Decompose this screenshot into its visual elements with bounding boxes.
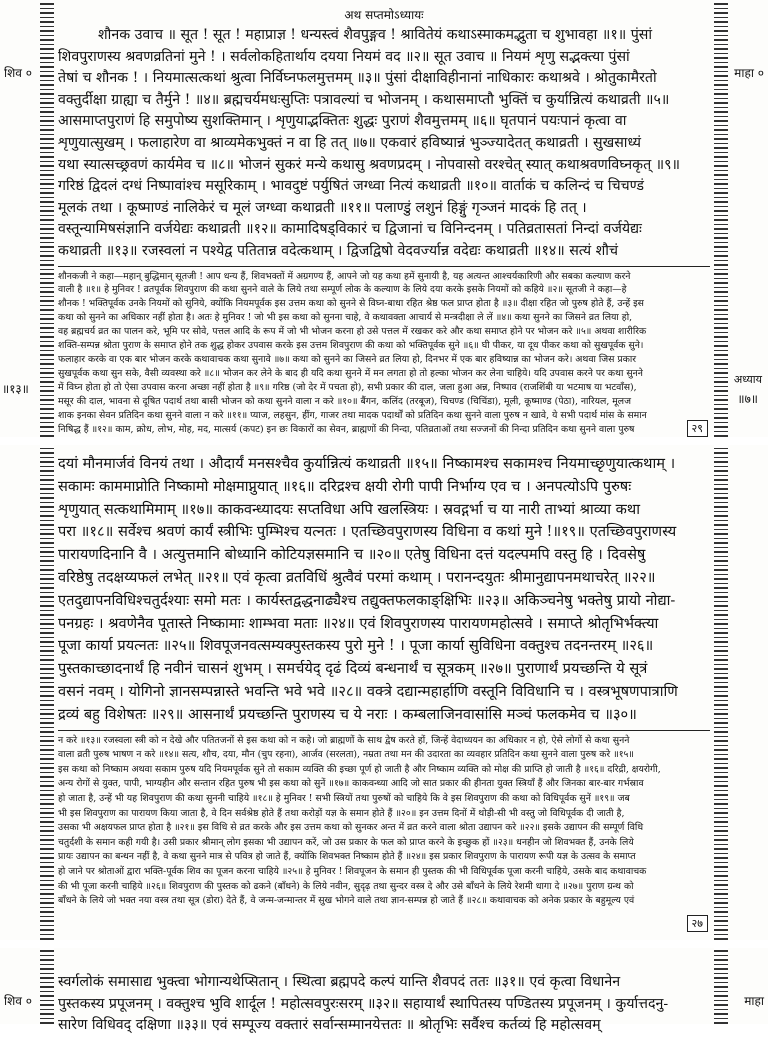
- left-margin-label: शिव ०: [4, 994, 32, 1008]
- translation-line: न करे ॥१३॥ रजस्वला स्त्री को न देखे और पतितजनों से इस कथा को न कहे। जो ब्राह्मणों के साथ द्वेष करते हों, जिन्हें वेदाध्ययन का अधिकार न हो, ऐसे लोगों से कथा सुनने: [58, 734, 630, 746]
- verse-line: परा ॥१८॥ सर्वेश्च श्रवणं कार्यं स्त्रीभिः पुम्भिश्च यत्नतः । एतच्छिवपुराणस्य विधिना व कथां मुने !॥१९॥ एतच्छिवपुराणस्य: [58, 523, 677, 541]
- translation-line: शौनक ! भक्तिपूर्वक उनके नियमों को सुनिये, क्योंकि नियमपूर्वक इस उत्तम कथा को सुनने से विघ्न-बाधा रहित श्रेष्ठ फल प्राप्त होता है ॥३॥ दीक्षा रहित जो पुरुष होते हैं, उन्हें इस: [58, 298, 644, 310]
- verse-line: वक्तुर्दीक्षा ग्राह्या च तैर्मुने ! ॥४॥ ब्रह्मचर्यमधःसुप्तिः पत्रावल्यां च भोजनम् । कथासमाप्तौ भुक्तिं च कुर्यान्नित्यं कथाव्रती ॥५॥: [58, 91, 670, 108]
- sanskrit-verses: [58, 972, 710, 1037]
- verse-line: पनग्रहः । श्रवणेनैव पूतास्ते निष्कामाः शाम्भवा मताः ॥२४॥ एवं शिवपुराणस्य पारायणमहोत्सवे । समाप्ते श्रोतृभिर्भक्त्या: [58, 614, 659, 632]
- translation-line: वाली है ॥१॥ हे मुनिवर ! व्रतपूर्वक शिवपुराण की कथा सुनने वाले के लिये तथा सम्पूर्ण लोक के कल्याण के लिये दया करके इसके नियमों को कहिये ॥२॥ सूतजी ने कहा—हे: [58, 284, 627, 296]
- translation-line: कथा को सुनने का अधिकार नहीं होता है। अतः हे मुनिवर ! जो भी इस कथा को सुनना चाहे, वे कथावक्ता आचार्य से मन्त्रदीक्षा ले लें ॥४॥ कथा सुनने का जिसने व्रत लिया हो,: [58, 312, 633, 324]
- page-number: २९: [687, 420, 708, 437]
- chapter-number: ॥७॥: [737, 392, 758, 406]
- right-border: [714, 445, 728, 940]
- verse-line: तेषां च शौनक ! । नियमात्सत्कथां श्रुत्वा निर्विघ्नफलमुत्तमम् ॥३॥ पुंसां दीक्षाविहीनानां नाधिकारः कथाश्रवे । श्रोतुकामैरतो: [58, 70, 657, 87]
- left-verse-marker: ॥१३॥: [2, 382, 29, 396]
- right-margin-label: माहा: [744, 994, 764, 1008]
- divider: [58, 730, 710, 731]
- verse-line: सारेण विधिवद् दक्षिणा ॥३३॥ एवं सम्पूज्य वक्तारं सर्वान्सम्मानयेत्ततः ॥ श्रोतृभिः सर्वैश्च कर्तव्यं हि महोत्सवम्: [58, 1017, 601, 1034]
- page-number: २७: [687, 915, 708, 932]
- translation-line: चतुर्दशी के समान कही गयी है। उसी प्रकार श्रीमान् लोग इसका भी उद्यापन करें, जो उस प्रकार के फल को प्राप्त करने के इच्छुक हों ॥२३॥ धनहीन जो शिवभक्त हैं, उनके लिये: [58, 836, 634, 848]
- right-border: [714, 948, 728, 1024]
- verse-line: मूलकं तथा । कूष्माण्डं नालिकेरं च मूलं जग्ध्वा कथाव्रती ॥११॥ पलाण्डुं लशुनं हिङ्गुं गृञ्जनं मादकं हि तत् ।: [58, 199, 587, 216]
- hindi-translation: [58, 270, 710, 437]
- verse-line: पूजा कार्या प्रयत्नतः ॥२५॥ शिवपूजनवत्सम्यक्पुस्तकस्य पुरो मुने ! । पूजा कार्या सुविधिना वक्तुश्च तदनन्तरम् ॥२६॥: [58, 637, 654, 655]
- translation-line: शाक इनका सेवन प्रतिदिन कथा सुनने वाला न करे ॥११॥ प्याज, लहसुन, हींग, गाजर तथा मादक पदार्थों को प्रतिदिन कथा सुनने वाला पुरुष न खावे, ये सभी पदार्थ मांस के समान: [58, 409, 647, 421]
- verse-line: एतदुद्यापनविधिश्चतुर्दश्याः समो मतः । कार्यस्तद्वद्धनाढ्यैश्च तद्युक्तफलकाङ्क्षिभिः ॥२३॥ अकिञ्चनेषु भक्तेषु प्रायो नोद्या-: [58, 591, 676, 609]
- translation-line: शौनकजी ने कहा—महान् बुद्धिमान् सूतजी ! आप धन्य हैं, शिवभक्तों में अग्रगण्य हैं, आपने जो यह कथा हमें सुनायी है, यह अत्यन्त आश्चर्यकारिणी और सबका कल्याण करने: [58, 270, 631, 282]
- left-border: [40, 0, 54, 437]
- translation-line: अन्य रोगों से युक्त, पापी, भाग्यहीन और सन्तान रहित पुरुष भी इस कथा को सुनें ॥१७॥ काकवन्ध्या आदि जो सात प्रकार की हीनता युक्त स्त्रियाँ हैं और जिनका बार-बार गर्भस्राव: [58, 778, 644, 790]
- verse-line: वसनं नवम् । योगिनो ज्ञानसम्पन्नास्ते भवन्ति भवे भवे ॥२८॥ वक्त्रे दद्यान्महार्हाणि वस्तूनि विविधानि च । वस्त्रभूषणपात्राणि: [58, 682, 678, 700]
- translation-line: सुखपूर्वक कथा सुन सके, वैसी व्यवस्था करे ॥८॥ भोजन कर लेने के बाद ही यदि कथा सुनने में मन लगता हो तो हल्का भोजन कर लेना चाहिये। यदि उपवास करने पर कथा सुनने: [58, 367, 643, 379]
- translation-line: में विघ्न होता हो तो ऐसा उपवास करना अच्छा नहीं होता है ॥९॥ गरिष्ठ (जो देर में पचता हो), सभी प्रकार की दाल, जला हुआ अन्न, निष्पाव (राजशिंबी या भटमाष या भटवाँस),: [58, 381, 637, 393]
- verse-line: द्रव्यं बहु विशेषतः ॥२९॥ आसनार्थं प्रयच्छन्ति पुराणस्य च ये नराः । कम्बलाजिनवासांसि मञ्चं फलकमेव च ॥३०॥: [58, 705, 637, 723]
- chapter-label: अध्याय: [733, 373, 762, 386]
- verse-line: सकामः काममाप्नोति निष्कामो मोक्षमाप्नुयात् ॥१६॥ दरिद्रश्च क्षयी रोगी पापी निर्भाग्य एव च । अनपत्योऽपि पुरुषः: [58, 477, 632, 495]
- verse-line: पारायणदिनानि वै । अत्युत्तमानि बोध्यानि कोटियज्ञसमानि च ॥२०॥ एतेषु विधिना दत्तं यदल्पमपि वस्तु हि । दिवसेषु: [58, 546, 646, 564]
- left-margin-label: शिव ०: [4, 66, 32, 80]
- left-border: [40, 445, 54, 940]
- verse-line: यथा स्यात्सच्छ्रवणं कार्यमेव च ॥८॥ भोजनं सुकरं मन्ये कथासु श्रवणप्रदम् । नोपवासो वरश्चेत् स्यात् कथाश्रवणविघ्नकृत् ॥९॥: [58, 156, 681, 173]
- translation-line: निषिद्ध हैं ॥१२॥ काम, क्रोध, लोभ, मोह, मद, मात्सर्य (कपट) इन छः विकारों का सेवन, ब्राह्मणों की निन्दा, पतिव्रताओं तथा सज्जनों की निन्दा प्रतिदिन कथा सुनने वाला पुरुष: [58, 423, 635, 435]
- translation-line: इस कथा को निष्काम अथवा सकाम पुरुष यदि नियमपूर्वक सुने तो सकाम व्यक्ति की इच्छा पूर्ण हो जाती है और निष्काम व्यक्ति को मोक्ष की प्राप्ति हो जाती है ॥१६॥ दरिद्री, क्षयरोगी,: [58, 763, 661, 775]
- translation-line: हो जाता है, उन्हें भी यह शिवपुराण की कथा सुननी चाहिये ॥१८॥ हे मुनिवर ! सभी स्त्रियों तथा पुरुषों को चाहिये कि वे इस शिवपुराण की कथा को विधिपूर्वक सुनें ॥१९॥ जब: [58, 792, 630, 804]
- translation-line: बाँधने के लिये जो भक्त नया वस्त्र तथा सूत्र (डोरा) देते हैं, वे जन्म-जन्मान्तर में सुख भोगने वाले तथा ज्ञान-सम्पन्न हो जाते हैं ॥२८॥ कथावाचक को अनेक प्रकार के बहुमूल्य एवं: [58, 895, 635, 907]
- verse-line: पुस्तकाच्छादनार्थं हि नवीनं चासनं शुभम् । समर्चयेद् दृढं दिव्यं बन्धनार्थं च सूत्रकम् ॥२७॥ पुराणार्थं प्रयच्छन्ति ये सूत्रं: [58, 660, 648, 678]
- right-border: [714, 0, 728, 437]
- translation-line: प्रायः उद्यापन का बन्धन नहीं है, वे कथा सुनने मात्र से पवित्र हो जाते हैं, क्योंकि शिवभक्त निष्काम होते हैं ॥२४॥ इस प्रकार शिवपुराण के पारायण रूपी यज्ञ के उत्सव के समाप्त: [58, 851, 636, 863]
- chapter-heading: अथ सप्तमोऽध्यायः: [344, 8, 424, 22]
- sanskrit-verses: [58, 453, 710, 727]
- verse-line: शृणुयात् सत्कथामिमाम् ॥१७॥ काकवन्ध्यादयः सप्तविधा अपि खलस्त्रियः । स्रवद्गर्भा च या नारी ताभ्यां श्राव्या कथा: [58, 500, 640, 518]
- translation-line: शक्ति-सम्पन्न श्रोता पुराण के समाप्त होने तक शुद्ध होकर उपवास करके इस उत्तम शिवपुराण की कथा को भक्तिपूर्वक सुने ॥६॥ घी पीकर, या दूध पीकर कथा को सुखपूर्वक सुने।: [58, 340, 644, 352]
- verse-line: दयां मौनमार्जवं विनयं तथा । औदार्यं मनसश्चैव कुर्यान्नित्यं कथाव्रती ॥१५॥ निष्कामश्च सकामश्च नियमाच्छृणुयात्कथाम् ।: [58, 455, 676, 472]
- verse-line: गरिष्ठं द्विदलं दग्धं निष्पावांश्च मसूरिकाम् । भावदुष्टं पर्युषितं जग्ध्वा नित्यं कथाव्रती ॥१०॥ वार्ताकं च कलिन्दं च चिचण्डं: [58, 178, 644, 195]
- translation-line: भी इस शिवपुराण का पारायण किया जाता है, वे दिन सर्वश्रेष्ठ होते हैं तथा करोड़ों यज्ञ के समान होते हैं ॥२०॥ इन उत्तम दिनों में थोड़ी-सी भी वस्तु जो विधिपूर्वक दी जाती है,: [58, 807, 625, 819]
- verse-line: शौनक उवाच ॥ सूत ! सूत ! महाप्राज्ञ ! धन्यस्त्वं शैवपुङ्गव ! श्रावितेयं कथाऽस्माकमद्भुता च शुभावहा ॥१॥ पुंसां: [98, 27, 653, 43]
- translation-line: वाला व्रती पुरुष भाषण न करे ॥१४॥ सत्य, शौच, दया, मौन (चुप रहना), आर्जव (सरलता), नम्रता तथा मन की उदारता का व्यवहार प्रतिदिन कथा सुनने वाला पुरुष करे ॥१५॥: [58, 749, 634, 761]
- right-margin-label: माहा ०: [734, 66, 764, 80]
- verse-line: शृणुयात्सुखम् । फलाहारेण वा श्राव्यमेकभुक्तं न वा हि तत् ॥७॥ एकवारं हविष्यान्नं भुञ्ज्यादेतत् कथाव्रती । सुखसाध्यं: [58, 134, 642, 151]
- translation-line: मसूर की दाल, भावना से दूषित पदार्थ तथा बासी भोजन को कथा सुनने वाला न करे ॥१०॥ बैंगन, कलिंद (तरबूज), चिचण्ड (चिचिंडा), मूली, कूष्माण्ड (पेठा), नारियल, मूलज: [58, 395, 632, 407]
- translation-line: फलाहार करके वा एक बार भोजन करके कथावाचक कथा सुनावे ॥७॥ कथा को सुनने का जिसने व्रत लिया हो, दिनभर में एक बार हविष्यान्न का भोजन करे। अथवा जिस प्रकार: [58, 353, 637, 365]
- left-border: [40, 948, 54, 1024]
- verse-line: कथाव्रती ॥१३॥ रजस्वलां न पश्येद्व पतितान्न वदेत्कथाम् । द्विजद्विषो वेदवर्ज्यान्न वदेद्यः कथाव्रती ॥१४॥ सत्यं शौचं: [58, 242, 618, 259]
- verse-line: आसमाप्तपुराणं हि समुपोष्य सुशक्तिमान् । शृणुयाद्भक्तितः शुद्धः पुराणं शैवमुत्तमम् ॥६॥ घृतपानं पयःपानं कृत्वा वा: [58, 113, 627, 130]
- document-page-2: [0, 445, 768, 940]
- document-page-1: [0, 0, 768, 437]
- translation-line: उसका भी अक्षयफल प्राप्त होता है ॥२१॥ इस विधि से व्रत करके और इस उत्तम कथा को सुनकर अन्त में व्रत करने वाला श्रोता उद्यापन करे ॥२२॥ इसके उद्यापन की सम्पूर्ण विधि: [58, 822, 644, 834]
- translation-line: की भी पूजा करनी चाहिये ॥२६॥ शिवपुराण की पुस्तक को ढकने (बाँधने) के लिये नवीन, सुदृढ़ तथा सुन्दर वस्त्र दे और उसे बाँधने के लिये रेशमी धागा दे ॥२७॥ पुराण ग्रन्थ को: [58, 880, 634, 892]
- verse-line: शिवपुराणस्य श्रवणव्रतिनां मुने ! । सर्वलोकहितार्थाय दयया नियमं वद ॥२॥ सूत उवाच ॥ नियमं शृणु सद्भक्त्या पुंसां: [58, 48, 630, 65]
- verse-line: वरिष्ठेषु तदक्षय्यफलं लभेत् ॥२१॥ एवं कृत्वा व्रतविधिं श्रुत्वैवं परमां कथाम् । परानन्दयुतः श्रीमानुद्यापनमथाचरेत् ॥२२॥: [58, 568, 656, 586]
- hindi-translation: [58, 734, 710, 909]
- sanskrit-verses: [58, 25, 710, 263]
- verse-line: वस्तून्यामिषसंज्ञानि वर्जयेद्यः कथाव्रती ॥१२॥ कामादिषड्विकारं च द्विजानां च विनिन्दनम् । पतिव्रतासतां निन्दां वर्जयेद्यः: [58, 221, 642, 238]
- verse-line: स्वर्गलोकं समासाद्य भुक्त्वा भोगान्यथेप्सितान् । स्थित्वा ब्रह्मपदे कल्पं यान्ति शैवपदं ततः ॥३१॥ एवं कृत्वा विधानेन: [58, 974, 621, 990]
- document-page-3: [0, 948, 768, 1034]
- verse-line: पुस्तकस्य प्रपूजनम् । वक्तुश्च भुवि शार्दूल ! महोत्सवपुरःसरम् ॥३२॥ सहायार्थं स्थापितस्य पण्डितस्य प्रपूजनम् । कुर्यात्तदनु-: [58, 995, 669, 1012]
- translation-line: वह ब्रह्मचर्य व्रत का पालन करे, भूमि पर सोवे, पत्तल आदि के रूप में जो भी भोजन करना हो उसे पत्तल में रखकर करे और कथा समाप्त होने पर भोजन करे ॥५॥ अथवा शारीरिक: [58, 326, 647, 338]
- translation-line: हो जाने पर श्रोताओं द्वारा भक्ति-पूर्वक शिव का पूजन करना चाहिये ॥२५॥ हे मुनिवर ! शिवपूजन के समान ही पुस्तक की भी विधिपूर्वक पूजा करनी चाहिये, उसके बाद कथावाचक: [58, 865, 647, 877]
- divider: [58, 266, 710, 267]
